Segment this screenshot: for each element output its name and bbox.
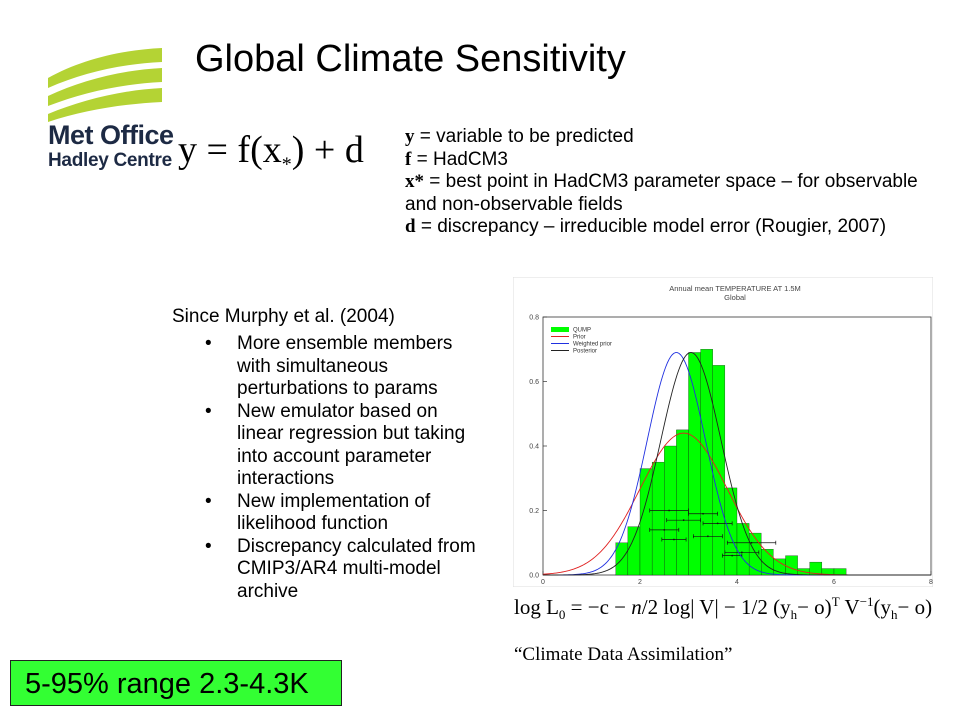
bullet-item [203, 333, 488, 401]
eq-sup: T [831, 594, 840, 609]
climate-data-assimilation-label: “Climate Data Assimilation” [514, 644, 733, 665]
definition-symbol: d [405, 216, 416, 237]
main-equation-sub: * [281, 153, 292, 176]
y-tick-label: 0.2 [529, 508, 539, 515]
bullet-icon: • [205, 400, 212, 422]
logo-line2: Hadley Centre [48, 150, 172, 171]
bullet-item [203, 536, 488, 604]
histogram-bar [676, 430, 688, 575]
eq-part: = −c − [565, 595, 632, 619]
bullet-item [203, 401, 488, 491]
x-tick-label: 2 [638, 579, 642, 586]
bullet-text: More ensemble members with simultaneous perturbations to params [237, 333, 453, 399]
y-tick-label: 0.6 [529, 379, 539, 386]
definition-symbol: y [405, 126, 415, 147]
definition-symbol: f [405, 148, 412, 170]
logo-line1: Met Office [48, 120, 174, 150]
error-bar-point [741, 552, 743, 554]
likelihood-equation [514, 594, 932, 623]
main-equation-rhs: ) + d [291, 129, 364, 171]
bullet-text: New implementation of likelihood function [237, 490, 431, 534]
eq-part: V [839, 595, 860, 619]
logo-swoosh-icon [48, 48, 162, 122]
y-tick-label: 0.4 [529, 443, 539, 451]
y-tick-label: 0.8 [529, 314, 539, 322]
bullet-text: Discrepancy calculated from CMIP3/AR4 multi-model archive [237, 535, 476, 602]
range-highlight-box: 5-95% range 2.3-4.3K [10, 660, 342, 706]
definition-text: = discrepancy – irreducible model error (Rougier, 2007) [415, 216, 887, 237]
eq-part: log L [514, 595, 559, 619]
chart-title: Annual mean TEMPERATURE AT 1.5M [669, 284, 801, 293]
eq-part: log| V| − [658, 595, 741, 619]
temperature-histogram-chart [513, 277, 933, 587]
murphy-heading: Since Murphy et al. (2004) [172, 306, 395, 327]
eq-part: n [631, 595, 642, 619]
error-bar-point [702, 513, 704, 515]
legend-label: QUMP [573, 327, 591, 334]
error-bar-point [731, 555, 733, 557]
eq-sub: 0 [558, 607, 566, 623]
definitions-list [405, 126, 925, 239]
error-bar-point [668, 510, 670, 512]
legend-swatch [551, 327, 569, 332]
histogram-bar [773, 559, 785, 575]
eq-part: − o) [797, 595, 832, 619]
histogram-bar [628, 527, 640, 575]
x-tick-label: 6 [832, 579, 836, 586]
main-equation-lhs: y = f(x [178, 129, 282, 171]
histogram-bar [689, 352, 701, 575]
chart-subtitle: Global [724, 293, 746, 302]
eq-sub: h [891, 607, 898, 623]
eq-sub: h [790, 607, 798, 623]
bullet-icon: • [205, 490, 212, 512]
error-bar-point [717, 523, 719, 525]
definition-f [405, 149, 925, 172]
eq-part: (y [767, 595, 791, 619]
histogram-bar [652, 462, 664, 575]
x-tick-label: 0 [541, 579, 545, 586]
legend-label: Posterior [573, 348, 598, 355]
eq-part: − o) [897, 595, 933, 619]
bullet-list [203, 333, 488, 603]
eq-part: /2 [641, 595, 659, 619]
x-tick-label: 4 [735, 579, 739, 586]
bullet-icon: • [205, 333, 212, 354]
histogram-bar [713, 365, 725, 575]
bullet-icon: • [205, 535, 212, 557]
eq-sup: −1 [859, 594, 874, 609]
eq-part: (y [873, 595, 892, 619]
definition-text: = variable to be predicted [414, 126, 634, 147]
legend-label: Prior [573, 334, 586, 341]
definition-symbol: x* [405, 171, 424, 192]
y-tick-label: 0.0 [529, 572, 539, 580]
error-bar-point [751, 542, 753, 544]
eq-part: 1/2 [741, 595, 768, 619]
error-bar-point [707, 535, 709, 537]
histogram-bar [786, 556, 798, 575]
error-bar-point [663, 529, 665, 531]
definition-d [405, 216, 925, 239]
definition-text: = HadCM3 [411, 148, 508, 170]
x-tick-label: 8 [929, 579, 933, 586]
definition-y [405, 126, 925, 149]
definition-text: = best point in HadCM3 parameter space – for observable and non-observable fields [405, 171, 918, 215]
histogram-bar [834, 569, 846, 575]
error-bar-point [673, 539, 675, 541]
histogram-bar [701, 349, 713, 575]
bullet-item [203, 491, 488, 536]
page-title: Global Climate Sensitivity [195, 38, 626, 80]
definition-x [405, 171, 925, 216]
main-equation [178, 128, 364, 177]
histogram-bar [749, 533, 761, 575]
error-bar-point [683, 519, 685, 521]
histogram-bar [737, 523, 749, 575]
bullet-text: New emulator based on linear regression but taking into account parameter interactions [237, 400, 466, 489]
legend-label: Weighted prior [573, 341, 612, 348]
